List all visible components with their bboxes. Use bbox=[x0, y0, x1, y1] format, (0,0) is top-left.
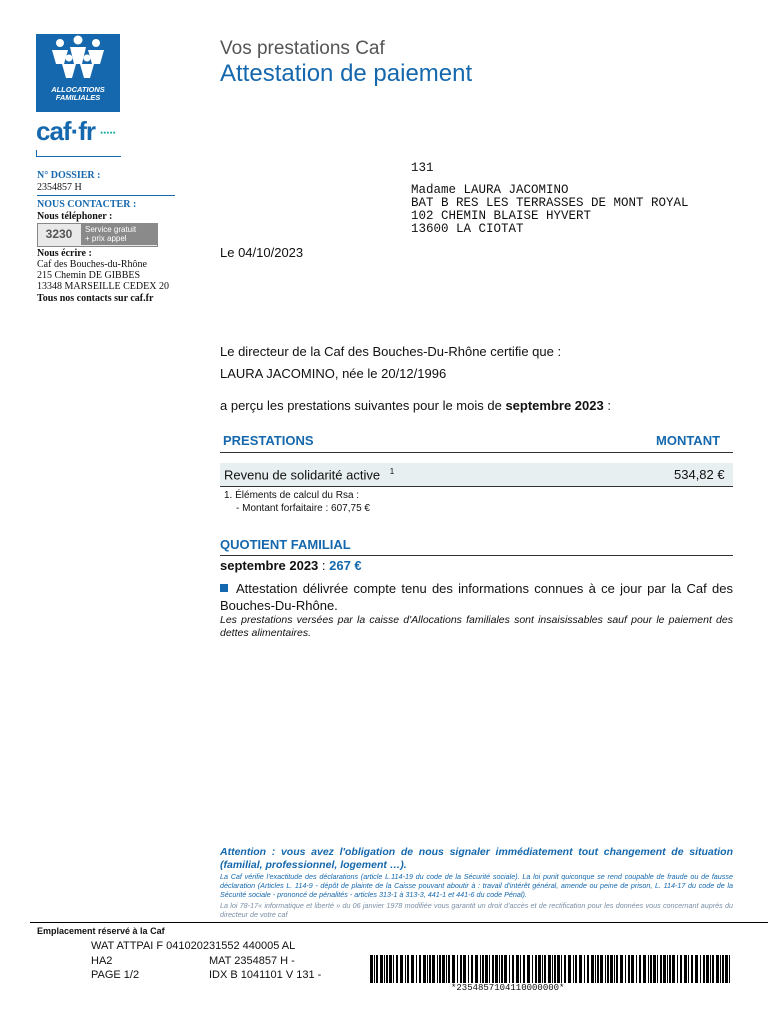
row-footnote-ref: 1 bbox=[389, 467, 395, 476]
phone-tag-line-1: Service gratuit bbox=[85, 225, 137, 234]
address-line-1: Caf des Bouches-du-Rhône bbox=[37, 259, 147, 270]
col-montant: MONTANT bbox=[656, 433, 721, 448]
beneficiary-text: LAURA JACOMINO, née le 20/12/1996 bbox=[220, 366, 447, 381]
quotient-sep: : bbox=[318, 558, 330, 573]
logo-bracket bbox=[36, 150, 121, 157]
certify-text: Le directeur de la Caf des Bouches-Du-Rhône certifie que : bbox=[220, 344, 562, 359]
barcode-text: *2354857104110000000* bbox=[451, 983, 565, 993]
footer-line-2b: MAT 2354857 H - bbox=[209, 955, 295, 967]
recipient-line-2: BAT B RES LES TERRASSES DE MONT ROYAL bbox=[411, 196, 689, 210]
table-header-rule bbox=[220, 452, 733, 453]
col-prestations: PRESTATIONS bbox=[223, 433, 314, 448]
statement-main bbox=[220, 580, 733, 614]
row-label bbox=[224, 467, 394, 482]
footer-line-3a: PAGE 1/2 bbox=[91, 969, 140, 981]
recipient-code: 131 bbox=[411, 161, 434, 175]
quotient-value: 267 € bbox=[329, 558, 362, 573]
dossier-value: 2354857 H bbox=[37, 182, 82, 193]
footnote-1: 1. Éléments de calcul du Rsa : bbox=[224, 490, 360, 501]
recipient-line-3: 102 CHEMIN BLAISE HYVERT bbox=[411, 209, 592, 223]
dossier-label: N° DOSSIER : bbox=[37, 170, 101, 181]
address-line-3: 13348 MARSEILLE CEDEX 20 bbox=[37, 281, 169, 292]
statement-italic: Les prestations versées par la caisse d'Allocations familiales sont insaisissables sauf pour le paiement des dettes alimentaires. bbox=[220, 614, 733, 639]
logo-brand: caf·fr bbox=[36, 116, 96, 146]
divider bbox=[37, 195, 175, 196]
recipient-line-1: Madame LAURA JACOMINO bbox=[411, 183, 569, 197]
phone-tag-line-2: + prix appel bbox=[85, 234, 127, 243]
recipient-line-4: 13600 LA CIOTAT bbox=[411, 222, 524, 236]
phone-tag bbox=[81, 223, 157, 245]
bullet-square-icon bbox=[220, 584, 228, 592]
fraud-notice: La Caf vérifie l'exactitude des déclarations (article L.114-19 du code de la Sécurité sociale). La loi punit quiconque se rend coupable de fraude ou de fausse déclaration (Articles L. 114-9 - dépôt de plainte de la Caisse pouvant aboutir à : travail d'intérêt général, amende ou peine de prison, L. 114-17 du code de la Sécurité sociale - prononcé de pénalités - articles 313-1 à 313-3, 441-1 et 441-6 du code Pénal). bbox=[220, 872, 733, 899]
footer-line-3b: IDX B 1041101 V 131 - bbox=[209, 969, 322, 981]
logo-caption bbox=[36, 86, 120, 102]
all-contacts-link[interactable]: Tous nos contacts sur caf.fr bbox=[37, 293, 154, 304]
page-title: Attestation de paiement bbox=[220, 60, 473, 87]
quotient-month: septembre 2023 bbox=[220, 558, 319, 573]
received-text bbox=[220, 398, 611, 413]
phone-number: 3230 bbox=[45, 227, 73, 241]
attention-notice: Attention : vous avez l'obligation de nous signaler immédiatement tout changement de situation (familial, professionnel, logement …). bbox=[220, 846, 733, 871]
logo-dots: ••••• bbox=[100, 128, 116, 138]
row-label-text: Revenu de solidarité active bbox=[224, 467, 381, 483]
received-month: septembre 2023 bbox=[505, 398, 604, 413]
quotient-heading: QUOTIENT FAMILIAL bbox=[220, 537, 351, 552]
row-amount: 534,82 € bbox=[674, 467, 725, 482]
page-subtitle: Vos prestations Caf bbox=[220, 38, 385, 59]
statement-main-text: Attestation délivrée compte tenu des informations connues à ce jour par la Caf des Bouches-Du-Rhône. bbox=[220, 581, 733, 613]
address-line-2: 215 Chemin DE GIBBES bbox=[37, 270, 141, 281]
received-pre: a perçu les prestations suivantes pour le mois de bbox=[220, 398, 506, 413]
logo-line-2: FAMILIALES bbox=[55, 93, 101, 102]
footer-line-1: WAT ATTPAI F 041020231552 440005 AL bbox=[91, 940, 296, 952]
document-date: Le 04/10/2023 bbox=[220, 245, 304, 260]
reserved-label: Emplacement réservé à la Caf bbox=[37, 926, 165, 936]
write-label: Nous écrire : bbox=[37, 248, 92, 259]
phone-label: Nous téléphoner : bbox=[37, 211, 113, 222]
footer-line-2a: HA2 bbox=[91, 955, 113, 967]
quotient-rule bbox=[220, 555, 733, 556]
recipient-address bbox=[411, 184, 689, 236]
contact-label: NOUS CONTACTER : bbox=[37, 199, 137, 210]
barcode bbox=[370, 955, 736, 983]
received-post: : bbox=[603, 398, 611, 413]
footnote-2: - Montant forfaitaire : 607,75 € bbox=[236, 503, 370, 514]
privacy-notice: La loi 78-17« informatique et liberté » du 06 janvier 1978 modifiée vous garantit un droit d'accès et de rectification pour les données vous concernant auprès du directeur de votre caf bbox=[220, 901, 733, 919]
footer-rule bbox=[30, 922, 768, 923]
quotient-line bbox=[220, 558, 362, 573]
family-figures-icon bbox=[36, 34, 120, 86]
logo-line-1: ALLOCATIONS bbox=[51, 85, 105, 94]
